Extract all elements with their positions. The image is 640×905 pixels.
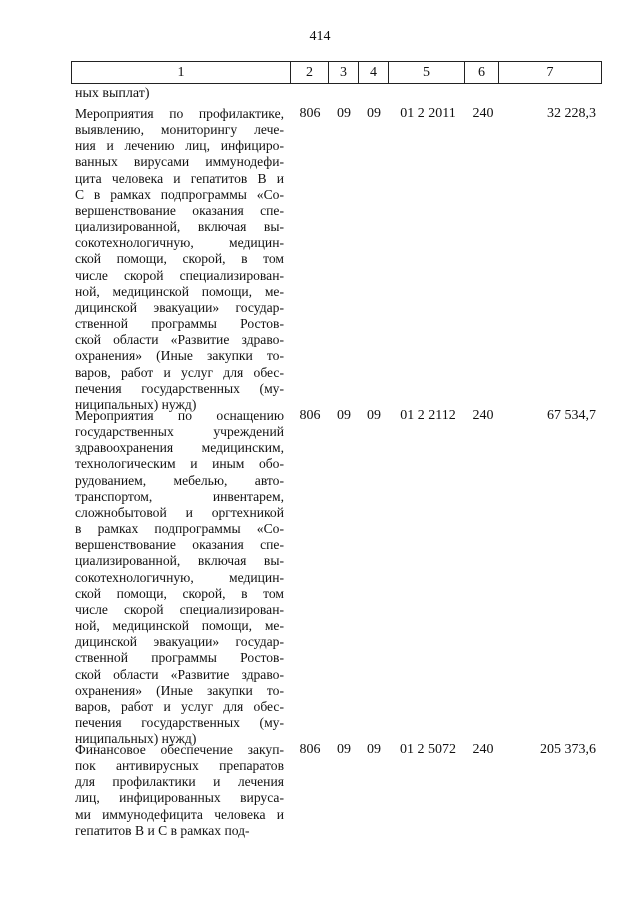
- description-line: ственной программы Ростов-: [75, 316, 284, 332]
- column-header-7: 7: [499, 62, 602, 84]
- description-line: числе скорой специализирован-: [75, 601, 284, 617]
- description-line: ственной программы Ростов-: [75, 650, 284, 666]
- description-line: ниципальных) нужд): [75, 396, 197, 412]
- column-header-6: 6: [465, 62, 499, 84]
- description-line: пок антивирусных препаратов: [75, 758, 284, 774]
- description-line: государственных учреждений: [75, 424, 284, 440]
- amount: 205 373,6: [540, 742, 596, 757]
- description-line: печения государственных (му-: [75, 380, 284, 396]
- description-line: ниципальных) нужд): [75, 731, 197, 747]
- description-line: ской помощи, скорой, в том: [75, 585, 284, 601]
- column-header-4: 4: [359, 62, 389, 84]
- description-line: печения государственных (му-: [75, 714, 284, 730]
- description-line: выявлению, мониторингу лече-: [75, 122, 284, 138]
- target-article-code: 01 2 5072: [400, 742, 456, 757]
- section-code: 09: [337, 742, 351, 757]
- row-description: [75, 106, 284, 413]
- description-line: ванных вирусами иммунодефи-: [75, 154, 284, 170]
- description-line: для профилактики и лечения: [75, 774, 284, 790]
- description-line: дицинской эвакуации» государ-: [75, 299, 284, 315]
- description-line: технологическим и иным обо-: [75, 456, 284, 472]
- expense-type-code: 240: [472, 106, 494, 121]
- column-header-row: [72, 62, 602, 84]
- target-article-code: 01 2 2112: [400, 408, 456, 423]
- description-line: охранения» (Иные закупки то-: [75, 682, 284, 698]
- description-line: сокотехнологичную, медицин-: [75, 569, 284, 585]
- description-line: охранения» (Иные закупки то-: [75, 348, 284, 364]
- continuation-text: ных выплат): [75, 86, 150, 101]
- target-article-code: 01 2 2011: [400, 106, 456, 121]
- ministry-code: 806: [299, 106, 321, 121]
- column-header-1: 1: [72, 62, 291, 84]
- description-line: варов, работ и услуг для обес-: [75, 364, 284, 380]
- description-line: ния и лечению лиц, инфициро-: [75, 138, 284, 154]
- description-line: сложнобытовой и оргтехникой: [75, 504, 284, 520]
- description-line: ми иммунодефицита человека и: [75, 806, 284, 822]
- row-description: [75, 742, 284, 839]
- amount: 67 534,7: [547, 408, 596, 423]
- description-line: ной, медицинской помощи, ме-: [75, 283, 284, 299]
- description-line: варов, работ и услуг для обес-: [75, 698, 284, 714]
- description-line: Мероприятия по профилактике,: [75, 106, 284, 121]
- row-description: [75, 408, 284, 747]
- description-line: циализированной, включая вы-: [75, 553, 284, 569]
- column-header-table: [71, 61, 602, 84]
- column-header-3: 3: [329, 62, 359, 84]
- column-header-5: 5: [389, 62, 465, 84]
- description-line: рудованием, мебелью, авто-: [75, 472, 284, 488]
- page-number: 414: [309, 29, 331, 44]
- expense-type-code: 240: [472, 408, 494, 423]
- description-line: транспортом, инвентарем,: [75, 488, 284, 504]
- subsection-code: 09: [367, 408, 381, 423]
- amount: 32 228,3: [547, 106, 596, 121]
- description-line: лиц, инфицированных вируса-: [75, 790, 284, 806]
- ministry-code: 806: [299, 408, 321, 423]
- description-line: ской помощи, скорой, в том: [75, 251, 284, 267]
- description-line: в рамках подпрограммы «Со-: [75, 521, 284, 537]
- description-line: вершенствование оказания спе-: [75, 537, 284, 553]
- section-code: 09: [337, 106, 351, 121]
- description-line: здравоохранения медицинским,: [75, 440, 284, 456]
- description-line: вершенствование оказания спе-: [75, 202, 284, 218]
- description-line: Финансовое обеспечение закуп-: [75, 742, 284, 757]
- description-line: С в рамках подпрограммы «Со-: [75, 186, 284, 202]
- description-line: ской области «Развитие здраво-: [75, 332, 284, 348]
- subsection-code: 09: [367, 742, 381, 757]
- subsection-code: 09: [367, 106, 381, 121]
- description-line: цита человека и гепатитов В и: [75, 170, 284, 186]
- description-line: гепатитов В и С в рамках под-: [75, 822, 250, 838]
- description-line: ной, медицинской помощи, ме-: [75, 618, 284, 634]
- description-line: ской области «Развитие здраво-: [75, 666, 284, 682]
- ministry-code: 806: [299, 742, 321, 757]
- description-line: дицинской эвакуации» государ-: [75, 634, 284, 650]
- section-code: 09: [337, 408, 351, 423]
- description-line: Мероприятия по оснащению: [75, 408, 284, 423]
- description-line: сокотехнологичную, медицин-: [75, 235, 284, 251]
- column-header-2: 2: [291, 62, 329, 84]
- description-line: числе скорой специализирован-: [75, 267, 284, 283]
- expense-type-code: 240: [472, 742, 494, 757]
- description-line: циализированной, включая вы-: [75, 219, 284, 235]
